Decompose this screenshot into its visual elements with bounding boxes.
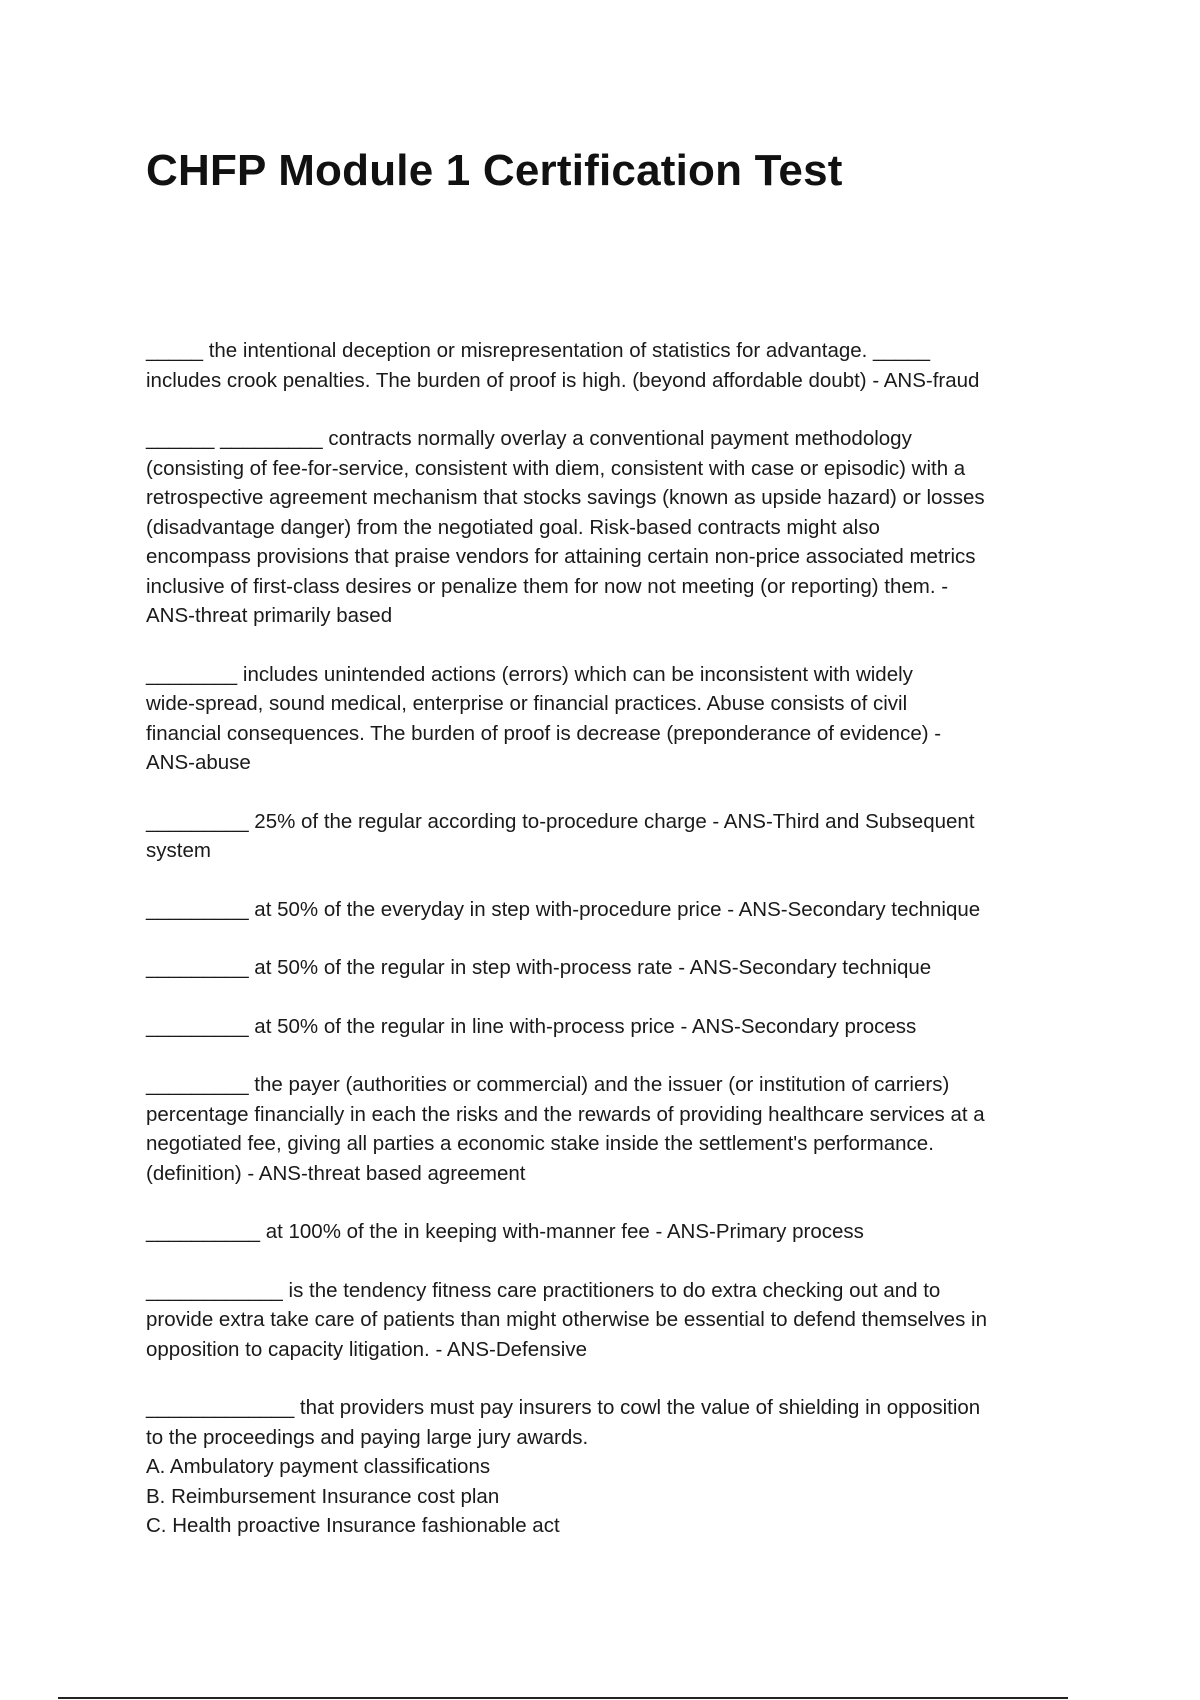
paragraph-line: _________ the payer (authorities or commercial) and the issuer (or institution of carriers) <box>146 1073 950 1096</box>
paragraph-multiple-choice <box>146 1393 1066 1541</box>
paragraph-line: financial consequences. The burden of proof is decrease (preponderance of evidence) - <box>146 721 942 745</box>
paragraph-line: negotiated fee, giving all parties a economic stake inside the settlement's performance. <box>146 1132 934 1155</box>
paragraph-third-subsequent <box>146 807 1066 866</box>
paragraph-line: opposition to capacity litigation. - ANS-Defensive <box>146 1337 587 1361</box>
paragraph-line: system <box>146 839 211 862</box>
paragraph-line: wide-spread, sound medical, enterprise or financial practices. Abuse consists of civil <box>146 692 908 715</box>
paragraph-line: ______ _________ contracts normally overlay a conventional payment methodology <box>146 427 912 450</box>
paragraph-line: to the proceedings and paying large jury awards. <box>146 1425 589 1449</box>
paragraph-line: _________ at 50% of the regular in step with-process rate - ANS-Secondary technique <box>146 956 932 979</box>
paragraph-line: _____ the intentional deception or misrepresentation of statistics for advantage. _____ <box>146 339 931 362</box>
paragraph-defensive <box>146 1276 1066 1365</box>
paragraph-primary-process <box>146 1217 1066 1247</box>
bottom-divider <box>58 1697 1068 1699</box>
paragraph-line: ANS-abuse <box>146 751 251 774</box>
paragraph-secondary-3 <box>146 1012 1066 1042</box>
answer-option-b: B. Reimbursement Insurance cost plan <box>146 1484 500 1508</box>
paragraph-line: _________ 25% of the regular according to-procedure charge - ANS-Third and Subsequent <box>146 809 975 833</box>
paragraph-line: retrospective agreement mechanism that stocks savings (known as upside hazard) or losses <box>146 486 985 509</box>
answer-option-c: C. Health proactive Insurance fashionable act <box>146 1514 560 1537</box>
paragraph-risk-agreement <box>146 1070 1066 1188</box>
document-body <box>146 336 1066 1570</box>
paragraph-line: ____________ is the tendency fitness care practitioners to do extra checking out and to <box>146 1278 941 1302</box>
paragraph-line: inclusive of first-class desires or penalize them for now not meeting (or reporting) them. - <box>146 574 949 598</box>
paragraph-line: _________ at 50% of the everyday in step with-procedure price - ANS-Secondary technique <box>146 897 981 921</box>
paragraph-line: provide extra take care of patients than might otherwise be essential to defend themselves in <box>146 1308 987 1331</box>
paragraph-secondary-2 <box>146 953 1066 983</box>
paragraph-line: ________ includes unintended actions (errors) which can be inconsistent with widely <box>146 662 913 686</box>
paragraph-risk-based <box>146 424 1066 631</box>
paragraph-line: percentage financially in each the risks and the rewards of providing healthcare services at a <box>146 1102 985 1126</box>
paragraph-line: includes crook penalties. The burden of proof is high. (beyond affordable doubt) - ANS-fraud <box>146 368 980 392</box>
paragraph-line: _____________ that providers must pay insurers to cowl the value of shielding in opposition <box>146 1396 981 1419</box>
paragraph-line: (consisting of fee-for-service, consistent with diem, consistent with case or episodic) with a <box>146 456 966 480</box>
paragraph-line: (definition) - ANS-threat based agreement <box>146 1161 526 1185</box>
paragraph-abuse <box>146 660 1066 778</box>
paragraph-line: (disadvantage danger) from the negotiated goal. Risk-based contracts might also <box>146 515 880 539</box>
paragraph-line: __________ at 100% of the in keeping with-manner fee - ANS-Primary process <box>146 1220 864 1243</box>
document-title: CHFP Module 1 Certification Test <box>146 146 843 195</box>
paragraph-line: _________ at 50% of the regular in line with-process price - ANS-Secondary process <box>146 1014 917 1038</box>
paragraph-line: ANS-threat primarily based <box>146 604 393 627</box>
answer-option-a: A. Ambulatory payment classifications <box>146 1455 491 1478</box>
paragraph-secondary-1 <box>146 895 1066 925</box>
paragraph-fraud <box>146 336 1066 395</box>
paragraph-line: encompass provisions that praise vendors for attaining certain non-price associated metrics <box>146 545 976 568</box>
